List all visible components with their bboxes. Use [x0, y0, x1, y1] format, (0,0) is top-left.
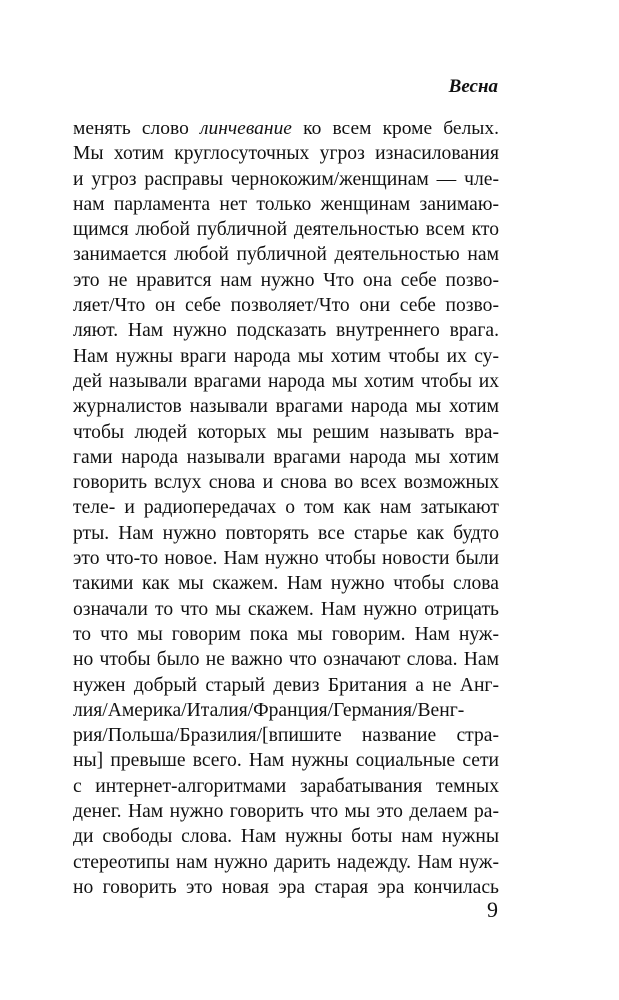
body-text	[73, 116, 499, 900]
text-line: лия/Америка/Италия/Франция/Германия/Венг-	[73, 699, 465, 721]
text-line: денег. Нам нужно говорить что мы это делаем ра-	[73, 801, 499, 823]
text-line: рия/Польша/Бразилия/[впишите название стра-	[73, 725, 499, 747]
text-line: теле- и радиопередачах о том как нам затыкают	[73, 497, 499, 519]
text-line: это что-то новое. Нам нужно чтобы новости были	[73, 548, 499, 570]
text-line: то что мы говорим пока мы говорим. Нам нуж-	[73, 623, 499, 645]
running-head: Весна	[448, 76, 498, 97]
text-line: нужен добрый старый девиз Британия а не Анг-	[73, 674, 499, 696]
text-line: ны] превыше всего. Нам нужны социальные сети	[73, 750, 499, 772]
text-line: гами народа называли врагами народа мы хотим	[73, 446, 499, 468]
text-line: это не нравится нам нужно Что она себе позво-	[73, 269, 499, 291]
text-line: чтобы людей которых мы решим называть вра-	[73, 421, 499, 443]
text-line: журналистов называли врагами народа мы хотим	[73, 396, 499, 418]
text-line: стереотипы нам нужно дарить надежду. Нам нуж-	[73, 851, 499, 873]
page-number: 9	[487, 897, 498, 922]
text-line	[73, 116, 499, 141]
text-line: означали то что мы скажем. Нам нужно отрицать	[73, 598, 499, 620]
text-line: ляет/Что он себе позволяет/Что они себе позво-	[73, 295, 499, 317]
text-span: ко всем кроме белых.	[291, 118, 499, 139]
text-line: ди свободы слова. Нам нужны боты нам нужны	[73, 826, 499, 848]
text-line: и угроз расправы чернокожим/женщинам — чле-	[73, 168, 499, 190]
text-line: дей называли врагами народа мы хотим чтобы их	[73, 370, 499, 392]
text-line: но чтобы было не важно что означают слова. Нам	[73, 649, 499, 671]
text-line: ляют. Нам нужно подсказать внутреннего врага.	[73, 320, 499, 342]
text-line: но говорить это новая эра старая эра кончилась	[73, 876, 499, 898]
text-line: говорить вслух снова и снова во всех возможных	[73, 472, 499, 494]
text-line: Мы хотим круглосуточных угроз изнасилования	[73, 143, 499, 165]
text-line: рты. Нам нужно повторять все старье как будто	[73, 522, 499, 544]
text-line: щимся любой публичной деятельностью всем кто	[73, 219, 499, 241]
text-line: с интернет-алгоритмами зарабатывания темных	[73, 775, 499, 797]
italic-word: линчевание	[199, 118, 292, 139]
text-line: Нам нужны враги народа мы хотим чтобы их су-	[73, 345, 499, 367]
text-line: нам парламента нет только женщинам занимаю-	[73, 193, 499, 215]
text-span: менять слово	[73, 118, 200, 139]
text-line: занимается любой публичной деятельностью нам	[73, 244, 499, 266]
text-line: такими как мы скажем. Нам нужно чтобы слова	[73, 573, 499, 595]
